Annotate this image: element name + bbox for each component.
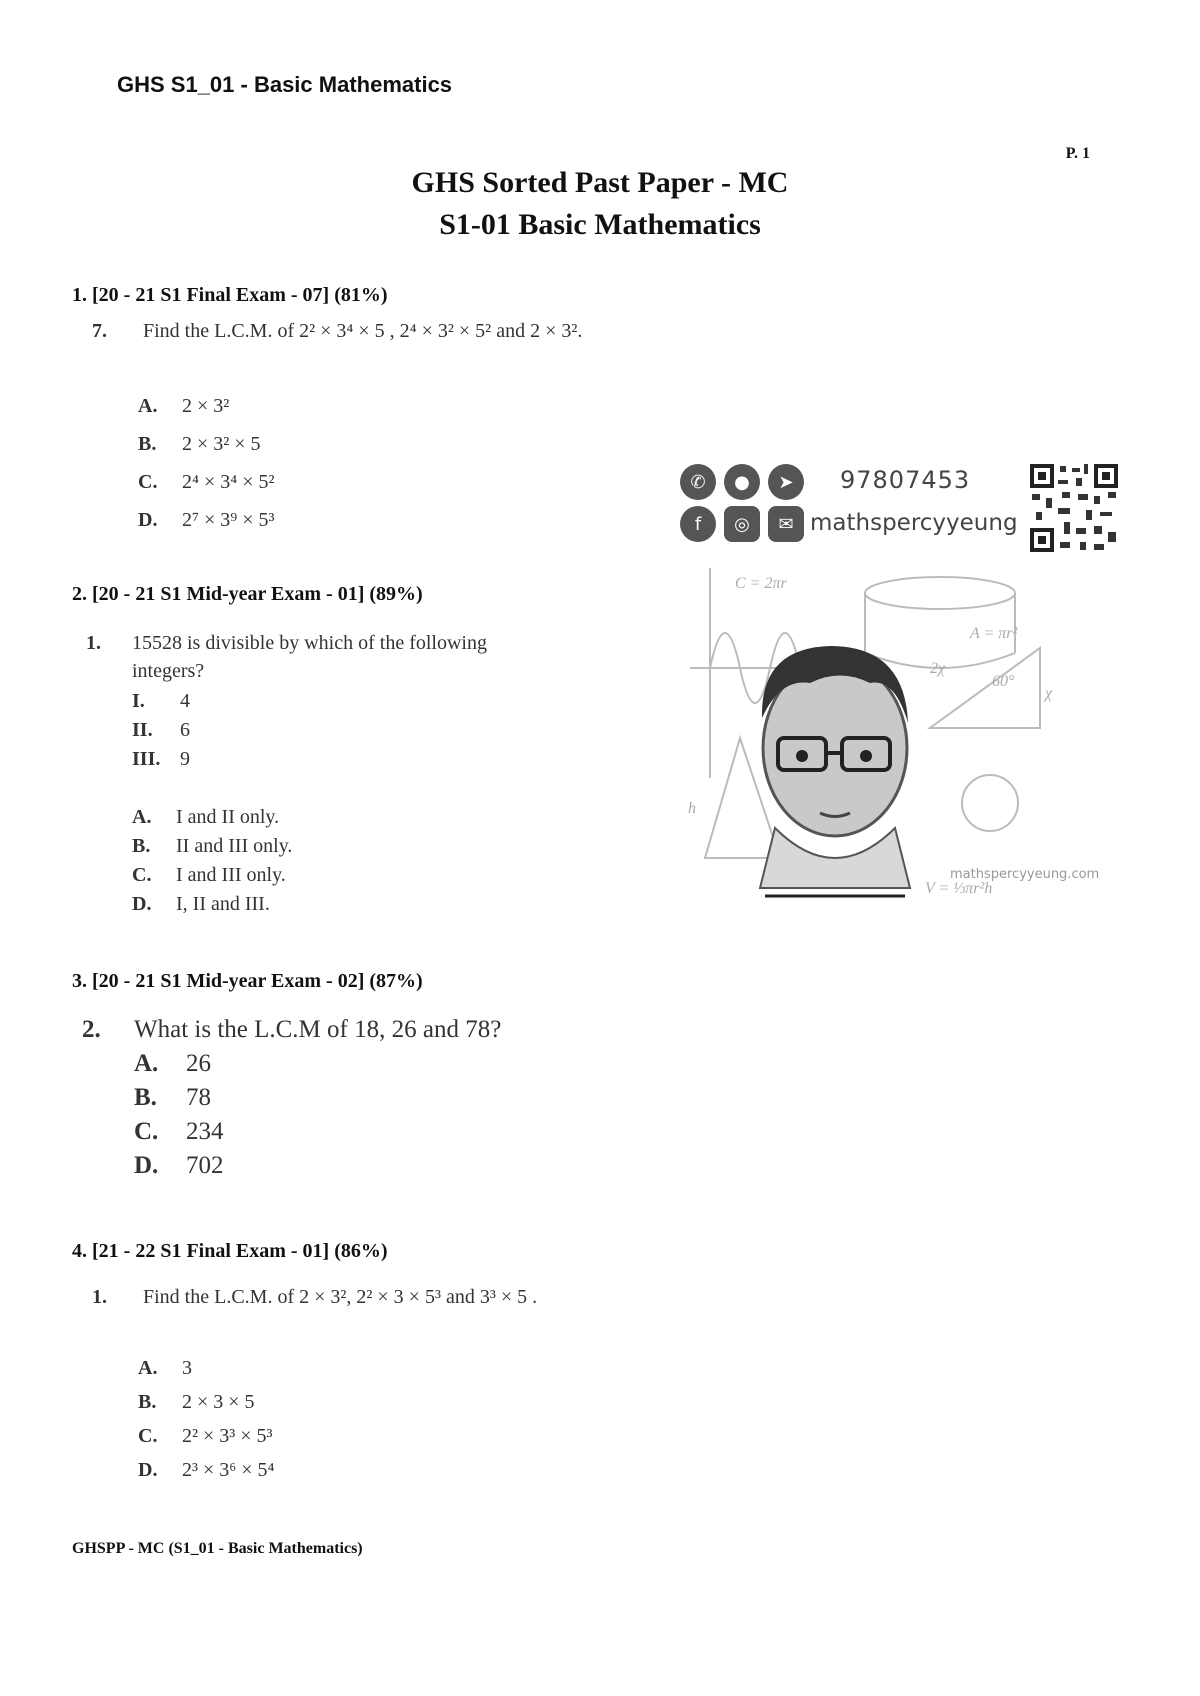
- option-label: D.: [132, 893, 152, 915]
- page-number: P. 1: [1065, 145, 1090, 162]
- option-label: C.: [138, 1425, 158, 1447]
- option-label: D.: [134, 1152, 159, 1179]
- page-title: GHS Sorted Past Paper - MC: [411, 166, 789, 199]
- formula-angle: 60°: [992, 673, 1015, 690]
- question-2-heading: 2. [20 - 21 S1 Mid-year Exam - 01] (89%): [72, 583, 423, 605]
- option-d[interactable]: [138, 1459, 275, 1482]
- facebook-icon: f: [680, 506, 716, 542]
- stem-expression: 2 × 3²,: [299, 1286, 352, 1308]
- option-text: 702: [186, 1152, 224, 1179]
- option-b[interactable]: [138, 433, 261, 456]
- option-label: A.: [132, 806, 152, 828]
- statement-label: III.: [132, 748, 161, 770]
- stem-expression: 2² × 3 × 5³: [356, 1286, 441, 1308]
- statement-text: 4: [180, 690, 190, 712]
- question-2-stem-cont: integers?: [132, 660, 205, 682]
- option-label: B.: [134, 1084, 157, 1111]
- option-text: 2 × 3²: [182, 395, 230, 417]
- telegram-icon: ➤: [768, 464, 804, 500]
- instagram-icon: ◎: [724, 506, 760, 542]
- option-d[interactable]: [132, 893, 270, 916]
- option-text: I, II and III.: [176, 893, 270, 915]
- option-text: I and II only.: [176, 806, 280, 828]
- formula-2chi: 2χ: [930, 660, 946, 677]
- option-label: B.: [138, 1391, 157, 1413]
- statement-text: 9: [180, 748, 190, 770]
- option-c[interactable]: [134, 1118, 224, 1146]
- formula-area: A = πr²: [970, 625, 1018, 642]
- option-label: A.: [138, 395, 158, 417]
- option-c[interactable]: [138, 471, 275, 494]
- option-label: D.: [138, 1459, 158, 1481]
- stem-text: and: [445, 1286, 475, 1308]
- question-number: 1.: [92, 1286, 107, 1308]
- option-text: 234: [186, 1118, 224, 1145]
- question-number: 7.: [92, 320, 107, 342]
- option-b[interactable]: [138, 1391, 255, 1414]
- option-c[interactable]: [132, 864, 286, 887]
- document-header: GHS S1_01 - Basic Mathematics: [117, 72, 453, 97]
- option-a[interactable]: [134, 1050, 211, 1078]
- stem-separator: ,: [389, 320, 395, 342]
- stem-end: .: [577, 320, 583, 342]
- tutor-advertisement: [680, 456, 1130, 916]
- option-label: C.: [138, 471, 158, 493]
- option-text: 2 × 3 × 5: [182, 1391, 255, 1413]
- question-4-heading: 4. [21 - 22 S1 Final Exam - 01] (86%): [72, 1240, 388, 1262]
- option-label: A.: [134, 1050, 159, 1077]
- option-text: II and III only.: [176, 835, 293, 857]
- stem-expression: 2² × 3⁴ × 5: [299, 320, 385, 342]
- option-a[interactable]: [138, 395, 229, 418]
- question-3-heading: 3. [20 - 21 S1 Mid-year Exam - 02] (87%): [72, 970, 423, 992]
- option-a[interactable]: [138, 1357, 192, 1380]
- option-a[interactable]: [132, 806, 279, 829]
- stem-text: 15528 is divisible by which of the following: [132, 632, 487, 654]
- option-b[interactable]: [134, 1084, 211, 1112]
- option-b[interactable]: [132, 835, 292, 858]
- option-label: B.: [138, 433, 157, 455]
- social-handle: mathspercyyeung: [810, 510, 1018, 536]
- wechat-icon: ✉: [768, 506, 804, 542]
- option-label: C.: [132, 864, 152, 886]
- question-number: 1.: [86, 632, 101, 654]
- stem-text: Find the L.C.M. of: [143, 320, 295, 342]
- option-text: 2² × 3³ × 5³: [182, 1425, 273, 1447]
- option-label: D.: [138, 509, 158, 531]
- option-text: 2³ × 3⁶ × 5⁴: [182, 1459, 275, 1481]
- website-label: mathspercyyeung.com: [950, 867, 1100, 882]
- stem-text: Find the L.C.M. of: [143, 1286, 295, 1308]
- math-illustration: [680, 558, 1130, 908]
- option-text: 2⁴ × 3⁴ × 5²: [182, 471, 275, 493]
- statement-label: II.: [132, 719, 153, 741]
- stem-expression: 3³ × 5: [479, 1286, 528, 1308]
- question-number: 2.: [82, 1016, 101, 1043]
- option-text: 3: [182, 1357, 192, 1379]
- qr-code: [1028, 462, 1120, 554]
- option-text: 26: [186, 1050, 211, 1077]
- option-d[interactable]: [134, 1152, 224, 1180]
- signal-icon: ●: [724, 464, 760, 500]
- statement-label: I.: [132, 690, 145, 712]
- question-1-heading: 1. [20 - 21 S1 Final Exam - 07] (81%): [72, 284, 388, 306]
- statement-i: [132, 690, 190, 713]
- option-label: B.: [132, 835, 151, 857]
- statement-text: 6: [180, 719, 190, 741]
- option-text: 2 × 3² × 5: [182, 433, 261, 455]
- statement-iii: [132, 748, 190, 771]
- stem-expression: 2⁴ × 3² × 5²: [399, 320, 492, 342]
- statement-ii: [132, 719, 190, 742]
- option-text: 78: [186, 1084, 211, 1111]
- option-c[interactable]: [138, 1425, 273, 1448]
- stem-text: What is the L.C.M of 18, 26 and 78?: [134, 1016, 502, 1043]
- formula-circumference: C = 2πr: [735, 575, 787, 592]
- option-text: I and III only.: [176, 864, 286, 886]
- formula-chi: χ: [1045, 685, 1053, 702]
- formula-h: h: [688, 800, 696, 817]
- option-label: A.: [138, 1357, 158, 1379]
- page-subtitle: S1-01 Basic Mathematics: [439, 208, 761, 241]
- option-text: 2⁷ × 3⁹ × 5³: [182, 509, 275, 531]
- question-2-stem: [86, 632, 586, 655]
- stem-text: and: [496, 320, 526, 342]
- option-d[interactable]: [138, 509, 275, 532]
- document-footer: GHSPP - MC (S1_01 - Basic Mathematics): [72, 1540, 363, 1557]
- stem-expression: 2 × 3²: [530, 320, 578, 342]
- stem-end: .: [532, 1286, 538, 1308]
- avatar: [760, 646, 910, 896]
- formula-volume: V = ⅓πr²h: [925, 880, 993, 897]
- phone-number: 97807453: [840, 466, 971, 494]
- question-4-stem: [92, 1286, 537, 1309]
- whatsapp-icon: ✆: [680, 464, 716, 500]
- question-1-stem: [92, 320, 582, 343]
- option-label: C.: [134, 1118, 159, 1145]
- question-3-stem: [82, 1016, 501, 1044]
